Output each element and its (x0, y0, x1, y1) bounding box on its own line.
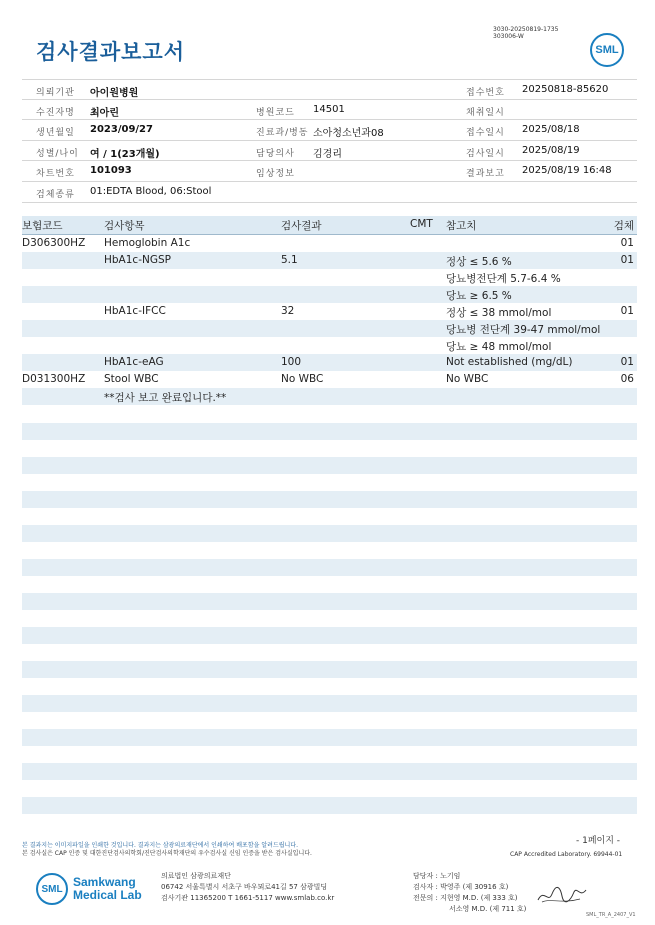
result-reference: 당뇨병전단계 5.7-6.4 % (446, 273, 561, 285)
table-row (22, 337, 637, 354)
staff-line: 검사자 : 박영주 (제 30916 호) (413, 883, 509, 891)
table-row (22, 303, 637, 320)
info-label: 진료과/병동 (256, 128, 309, 139)
result-reference: 당뇨 ≥ 6.5 % (446, 290, 512, 302)
logo-line1: Samkwang (73, 875, 136, 889)
document-code-line1: 3030-20250819-1735 (493, 26, 559, 33)
empty-row-stripe (22, 525, 637, 542)
result-reference: 당뇨 ≥ 48 mmol/mol (446, 341, 552, 353)
info-label: 임상정보 (256, 169, 295, 180)
page-number: - 1페이지 - (576, 836, 621, 846)
info-label: 채취일시 (466, 107, 505, 118)
empty-row-stripe (22, 797, 637, 814)
info-value: 20250818-85620 (522, 84, 609, 95)
info-label: 생년월일 (36, 128, 75, 139)
staff-line: 전문의 : 지현영 M.D. (제 333 호) (413, 894, 518, 902)
header-test-item: 검사항목 (104, 220, 145, 232)
table-row (22, 286, 637, 303)
info-value: 소아청소년과08 (313, 128, 384, 140)
info-label: 성별/나이 (36, 148, 79, 159)
empty-row-stripe (22, 695, 637, 712)
header-cmt: CMT (410, 218, 433, 230)
info-label: 의뢰기관 (36, 88, 75, 98)
header-reference: 참고치 (446, 220, 477, 232)
signature-icon (536, 882, 588, 908)
result-reference: No WBC (446, 373, 489, 385)
info-row (22, 79, 637, 100)
document-code-line2: 303006-W (493, 33, 524, 40)
print-note: 본 결과지는 이미지파일을 인쇄한 것입니다. 결과지는 삼광의료재단에서 인쇄하여 배포함을 알려드립니다. (22, 842, 299, 849)
result-value: 5.1 (281, 254, 298, 266)
info-value: 2025/08/19 16:48 (522, 165, 612, 177)
table-row (22, 371, 637, 388)
info-value: 01:EDTA Blood, 06:Stool (90, 185, 212, 197)
footer-notes (22, 842, 312, 858)
result-reference: 당뇨병 전단계 39-47 mmol/mol (446, 324, 601, 336)
result-test-item: HbA1c-NGSP (104, 254, 171, 266)
info-value: 김경리 (313, 148, 342, 160)
table-row (22, 252, 637, 269)
empty-row-stripe (22, 423, 637, 440)
empty-row-stripe (22, 729, 637, 746)
result-test-item: **검사 보고 완료입니다.** (104, 392, 227, 404)
sml-logo-icon: SML (590, 33, 624, 67)
info-label: 검체종류 (36, 189, 75, 200)
table-row (22, 235, 637, 252)
org-contact: 검사기관 11365200 T 1661-5117 www.smlab.co.kr (161, 894, 335, 902)
info-value: 아이원병원 (90, 88, 139, 99)
info-label: 차트번호 (36, 169, 75, 180)
result-specimen: 01 (620, 237, 634, 249)
table-row (22, 320, 637, 337)
header-test-result: 검사결과 (281, 220, 322, 232)
info-label: 수진자명 (36, 107, 75, 118)
result-insurance-code: D031300HZ (22, 373, 86, 385)
info-value: 14501 (313, 103, 345, 115)
info-value: 여 / 1(23개월) (90, 148, 160, 160)
result-insurance-code: D306300HZ (22, 237, 86, 249)
result-test-item: Hemoglobin A1c (104, 237, 191, 249)
result-specimen: 01 (620, 254, 634, 266)
info-row (22, 100, 637, 121)
result-value: No WBC (281, 373, 324, 385)
empty-row-stripe (22, 763, 637, 780)
table-row (22, 388, 637, 405)
table-row (22, 354, 637, 371)
info-label: 접수일시 (466, 128, 505, 139)
result-specimen: 01 (620, 305, 634, 317)
staff-block (413, 871, 526, 915)
org-name: 의료법인 삼광의료재단 (161, 872, 231, 880)
result-test-item: HbA1c-IFCC (104, 305, 166, 317)
info-label: 병원코드 (256, 107, 295, 118)
form-code: SML_TR_A_2407_V1 (586, 912, 636, 918)
info-value: 2025/08/18 (522, 124, 580, 136)
result-reference: 정상 ≤ 38 mmol/mol (446, 307, 552, 319)
result-specimen: 01 (620, 356, 634, 368)
logo-line2: Medical Lab (73, 888, 142, 902)
empty-row-stripe (22, 627, 637, 644)
result-value: 100 (281, 356, 302, 368)
org-address: 06742 서울특별시 서초구 바우뫼로41길 57 삼광빌딩 (161, 883, 328, 891)
info-value: 2025/08/19 (522, 144, 580, 156)
info-label: 결과보고 (466, 169, 505, 180)
results-table (22, 216, 637, 405)
empty-row-stripe (22, 491, 637, 508)
result-specimen: 06 (620, 373, 634, 385)
info-label: 접수번호 (466, 88, 505, 98)
info-row (22, 141, 637, 162)
table-row (22, 269, 637, 286)
staff-line: 서소영 M.D. (제 711 호) (449, 905, 527, 913)
certification-note: 본 검사실은 CAP 인증 및 대한진단검사의학회/진단검사의학재단의 우수검사실 신임 인증을 받은 검사실입니다. (22, 850, 312, 857)
info-value: 101093 (90, 165, 132, 177)
result-test-item: Stool WBC (104, 373, 159, 385)
info-label: 담당의사 (256, 148, 295, 159)
info-label: 검사일시 (466, 148, 505, 159)
lab-address-block (161, 871, 334, 904)
empty-row-stripe (22, 593, 637, 610)
samkwang-logo (36, 873, 142, 905)
info-value: 최아린 (90, 107, 119, 119)
empty-row-stripe (22, 457, 637, 474)
info-row (22, 182, 637, 203)
header-specimen: 검체 (613, 220, 634, 232)
results-header-row (22, 216, 637, 235)
sml-logo-small-icon: SML (36, 873, 68, 905)
result-reference: 정상 ≤ 5.6 % (446, 256, 512, 268)
empty-row-stripe (22, 559, 637, 576)
header-insurance-code: 보험코드 (22, 220, 63, 232)
empty-row-stripe (22, 661, 637, 678)
result-value: 32 (281, 305, 295, 317)
document-code (493, 26, 558, 40)
result-reference: Not established (mg/dL) (446, 356, 573, 368)
info-row (22, 161, 637, 182)
info-value: 2023/09/27 (90, 124, 153, 136)
cap-accreditation: CAP Accredited Laboratory. 69944-01 (510, 851, 623, 858)
result-test-item: HbA1c-eAG (104, 356, 164, 368)
page-title: 검사결과보고서 (36, 40, 186, 64)
patient-info-table (22, 79, 637, 203)
staff-line: 담당자 : 노기임 (413, 872, 461, 880)
info-row (22, 120, 637, 141)
